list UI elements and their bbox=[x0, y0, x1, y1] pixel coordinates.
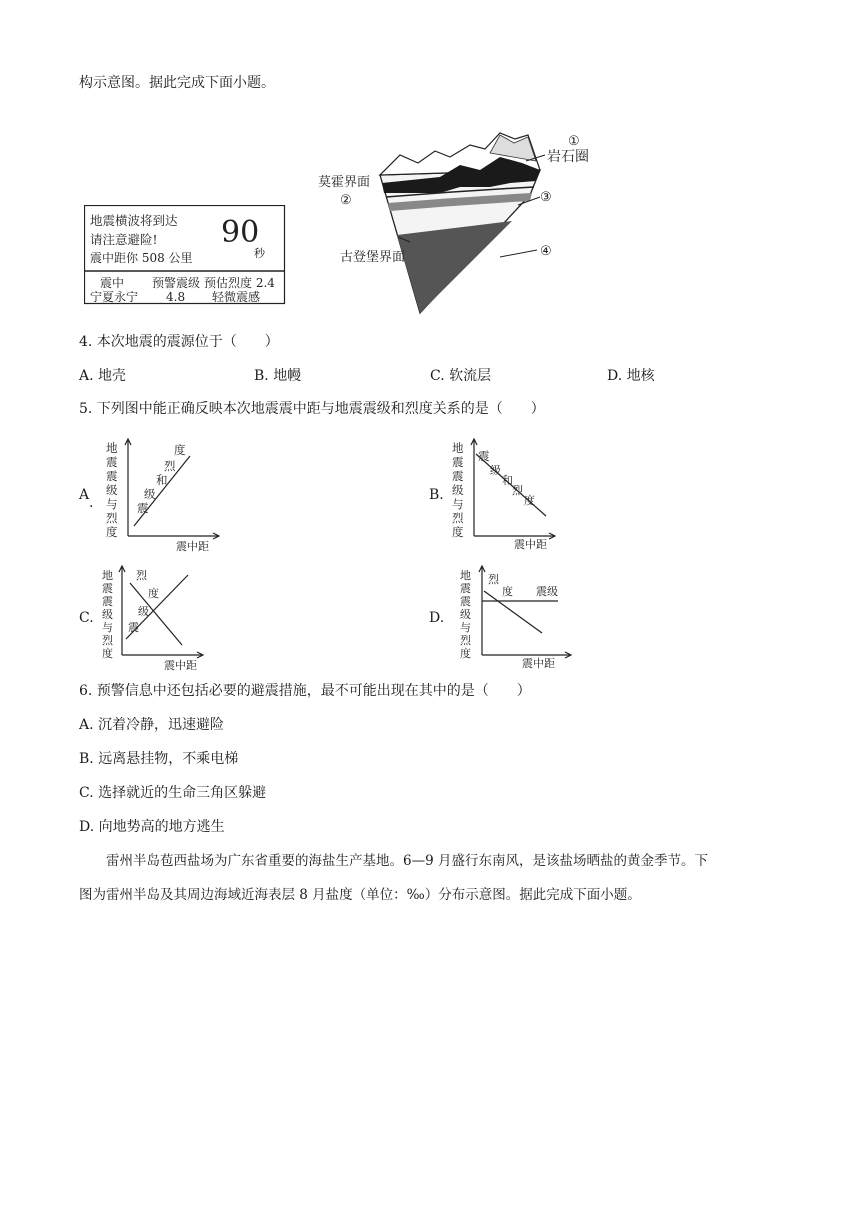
svg-text:震中距: 震中距 bbox=[514, 538, 547, 551]
svg-text:度: 度 bbox=[502, 585, 513, 598]
svg-text:级: 级 bbox=[490, 464, 501, 477]
q6-option-b[interactable]: B. 远离悬挂物，不乘电梯 bbox=[79, 751, 239, 767]
svg-text:震: 震 bbox=[106, 455, 118, 469]
warning-box bbox=[84, 205, 286, 305]
intro-text: 构示意图。据此完成下面小题。 bbox=[79, 75, 275, 91]
svg-text:烈: 烈 bbox=[512, 484, 523, 497]
svg-text:度: 度 bbox=[174, 443, 186, 457]
svg-text:震: 震 bbox=[137, 501, 149, 515]
svg-text:震: 震 bbox=[106, 469, 118, 483]
q4-option-b[interactable]: B. 地幔 bbox=[254, 368, 302, 384]
svg-text:级: 级 bbox=[144, 487, 156, 501]
q5-graph-a[interactable] bbox=[104, 436, 224, 554]
svg-text:震: 震 bbox=[128, 621, 139, 634]
svg-text:地: 地 bbox=[452, 441, 464, 455]
q5-option-a-dot: . bbox=[89, 495, 94, 511]
svg-text:与: 与 bbox=[102, 621, 113, 634]
svg-text:震: 震 bbox=[460, 595, 471, 608]
header-intensity: 预估烈度 2.4 bbox=[204, 276, 275, 290]
q5-option-a-letter[interactable]: A bbox=[79, 487, 90, 503]
svg-text:和: 和 bbox=[502, 474, 513, 487]
q4-option-c[interactable]: C. 软流层 bbox=[430, 368, 492, 384]
svg-text:震中距: 震中距 bbox=[164, 659, 197, 672]
svg-text:地: 地 bbox=[106, 441, 118, 455]
passage-line2: 图为雷州半岛及其周边海域近海表层 8 月盐度（单位：‰）分布示意图。据此完成下面小题。 bbox=[79, 887, 641, 903]
svg-text:级: 级 bbox=[106, 483, 118, 497]
svg-text:度: 度 bbox=[524, 494, 535, 507]
value-epicenter: 宁夏永宁 bbox=[90, 290, 139, 304]
header-magnitude: 预警震级 bbox=[152, 276, 201, 290]
svg-text:烈: 烈 bbox=[460, 634, 471, 647]
svg-text:震: 震 bbox=[102, 582, 113, 595]
q5-option-c-letter[interactable]: C. bbox=[79, 610, 94, 626]
label-3: ③ bbox=[540, 190, 552, 205]
svg-text:度: 度 bbox=[452, 525, 464, 539]
svg-text:与: 与 bbox=[452, 497, 464, 511]
svg-text:级: 级 bbox=[102, 608, 113, 621]
svg-text:地: 地 bbox=[460, 569, 471, 582]
svg-text:度: 度 bbox=[106, 525, 118, 539]
label-lithosphere: 岩石圈 bbox=[547, 149, 589, 165]
svg-text:震: 震 bbox=[452, 469, 464, 483]
svg-text:震中距: 震中距 bbox=[522, 657, 555, 670]
svg-text:烈: 烈 bbox=[102, 634, 113, 647]
svg-text:震: 震 bbox=[452, 455, 464, 469]
q6-option-d[interactable]: D. 向地势高的地方逃生 bbox=[79, 819, 225, 835]
q4-stem: 4. 本次地震的震源位于（ ） bbox=[79, 334, 279, 350]
q4-option-a[interactable]: A. 地壳 bbox=[79, 368, 127, 384]
svg-text:震中距: 震中距 bbox=[176, 540, 209, 553]
svg-text:震: 震 bbox=[478, 449, 490, 463]
q5-option-d-letter[interactable]: D. bbox=[429, 610, 445, 626]
label-1: ① bbox=[568, 134, 580, 149]
svg-text:烈: 烈 bbox=[106, 511, 118, 525]
svg-text:烈: 烈 bbox=[452, 511, 464, 525]
q5-graph-d[interactable] bbox=[458, 563, 578, 673]
value-intensity: 轻微震感 bbox=[212, 290, 261, 304]
q6-stem: 6. 预警信息中还包括必要的避震措施，最不可能出现在其中的是（ ） bbox=[79, 683, 531, 699]
svg-text:震: 震 bbox=[102, 595, 113, 608]
countdown-number: 90 bbox=[221, 215, 260, 250]
q5-graph-b[interactable] bbox=[450, 436, 570, 554]
ylabel-a bbox=[106, 441, 118, 539]
q6-option-c[interactable]: C. 选择就近的生命三角区躲避 bbox=[79, 785, 267, 801]
label-4: ④ bbox=[540, 244, 552, 259]
q5-graph-c[interactable] bbox=[100, 563, 210, 673]
q5-stem: 5. 下列图中能正确反映本次地震震中距与地震震级和烈度关系的是（ ） bbox=[79, 401, 545, 417]
svg-text:度: 度 bbox=[102, 647, 113, 660]
svg-text:级: 级 bbox=[138, 605, 149, 618]
svg-text:震级: 震级 bbox=[536, 585, 558, 598]
svg-text:与: 与 bbox=[106, 497, 118, 511]
svg-text:和: 和 bbox=[156, 473, 168, 487]
q5-option-b-letter[interactable]: B. bbox=[429, 487, 444, 503]
svg-text:烈: 烈 bbox=[136, 569, 147, 582]
svg-text:级: 级 bbox=[452, 483, 464, 497]
value-magnitude: 4.8 bbox=[166, 290, 186, 304]
warning-line3: 震中距你 508 公里 bbox=[90, 251, 193, 265]
label-moho: 莫霍界面 bbox=[318, 175, 371, 190]
svg-text:烈: 烈 bbox=[164, 459, 176, 473]
svg-text:烈: 烈 bbox=[488, 573, 499, 586]
svg-text:度: 度 bbox=[148, 587, 159, 600]
q4-option-d[interactable]: D. 地核 bbox=[607, 368, 655, 384]
warning-line2: 请注意避险! bbox=[90, 232, 158, 247]
passage-line1: 雷州半岛苞西盐场为广东省重要的海盐生产基地。6—9 月盛行东南风，是该盐场晒盐的黄金季节。下 bbox=[106, 853, 708, 869]
svg-text:震: 震 bbox=[460, 582, 471, 595]
countdown-unit: 秒 bbox=[254, 247, 265, 260]
q6-option-a[interactable]: A. 沉着冷静，迅速避险 bbox=[79, 717, 225, 733]
label-gutenberg: 古登堡界面 bbox=[340, 250, 406, 265]
svg-text:级: 级 bbox=[460, 608, 471, 621]
svg-text:与: 与 bbox=[460, 621, 471, 634]
header-epicenter: 震中 bbox=[100, 276, 125, 290]
earth-structure-diagram bbox=[300, 125, 620, 320]
svg-text:度: 度 bbox=[460, 647, 471, 660]
label-2: ② bbox=[340, 193, 352, 208]
warning-line1: 地震横波将到达 bbox=[90, 213, 178, 228]
svg-text:地: 地 bbox=[102, 569, 113, 582]
